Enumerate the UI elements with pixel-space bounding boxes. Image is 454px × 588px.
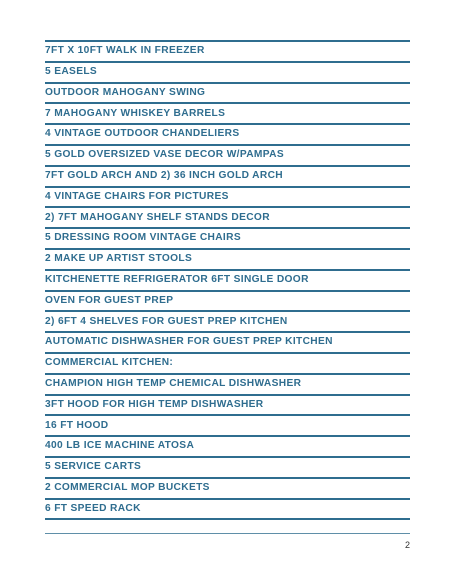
- list-item: [45, 458, 410, 479]
- list-item-label: OUTDOOR MAHOGANY SWING: [45, 86, 206, 98]
- list-item: [45, 437, 410, 458]
- list-item-label: 6 FT SPEED RACK: [45, 502, 141, 514]
- list-item: [45, 84, 410, 105]
- list-item-label: 400 LB ICE MACHINE ATOSA: [45, 440, 195, 452]
- list-item-label: 5 GOLD OVERSIZED VASE DECOR W/PAMPAS: [45, 149, 285, 161]
- list-item: [45, 396, 410, 417]
- list-item: [45, 479, 410, 500]
- list-item: [45, 188, 410, 209]
- list-item-label: AUTOMATIC DISHWASHER FOR GUEST PREP KITCHEN: [45, 336, 333, 348]
- page-number: 2: [404, 540, 410, 550]
- list-item-label: 7 MAHOGANY WHISKEY BARRELS: [45, 107, 226, 119]
- list-item: [45, 229, 410, 250]
- list-item-label: 7FT X 10FT WALK IN FREEZER: [45, 45, 205, 57]
- list-item-label: OVEN FOR GUEST PREP: [45, 294, 174, 306]
- list-item-label: KITCHENETTE REFRIGERATOR 6FT SINGLE DOOR: [45, 274, 309, 286]
- list-item: [45, 146, 410, 167]
- list-item: [45, 250, 410, 271]
- inventory-list: [45, 40, 410, 520]
- list-item-label: 5 EASELS: [45, 66, 98, 78]
- list-item-label: 2) 6FT 4 SHELVES FOR GUEST PREP KITCHEN: [45, 315, 288, 327]
- list-item: [45, 208, 410, 229]
- list-item-label: 4 VINTAGE CHAIRS FOR PICTURES: [45, 190, 229, 202]
- list-item: [45, 333, 410, 354]
- list-item: [45, 104, 410, 125]
- list-item-label: 2) 7FT MAHOGANY SHELF STANDS DECOR: [45, 211, 270, 223]
- list-item: [45, 167, 410, 188]
- list-item-label: 2 MAKE UP ARTIST STOOLS: [45, 253, 193, 265]
- list-item-label: 5 DRESSING ROOM VINTAGE CHAIRS: [45, 232, 241, 244]
- list-item-label: CHAMPION HIGH TEMP CHEMICAL DISHWASHER: [45, 378, 302, 390]
- list-item: [45, 375, 410, 396]
- list-item: [45, 312, 410, 333]
- list-item-label: 16 FT HOOD: [45, 419, 109, 431]
- section-heading-label: COMMERCIAL KITCHEN:: [45, 357, 174, 369]
- list-item: [45, 42, 410, 63]
- list-item-label: 4 VINTAGE OUTDOOR CHANDELIERS: [45, 128, 240, 140]
- list-item: [45, 292, 410, 313]
- list-item-label: 7FT GOLD ARCH AND 2) 36 INCH GOLD ARCH: [45, 170, 283, 182]
- list-item-label: 2 COMMERCIAL MOP BUCKETS: [45, 482, 210, 494]
- list-item-label: 5 SERVICE CARTS: [45, 461, 142, 473]
- list-item: [45, 416, 410, 437]
- list-item: [45, 63, 410, 84]
- list-item: [45, 500, 410, 521]
- list-item-label: 3FT HOOD FOR HIGH TEMP DISHWASHER: [45, 398, 264, 410]
- footer-divider: [45, 533, 410, 534]
- list-item: [45, 125, 410, 146]
- section-heading: [45, 354, 410, 375]
- list-item: [45, 271, 410, 292]
